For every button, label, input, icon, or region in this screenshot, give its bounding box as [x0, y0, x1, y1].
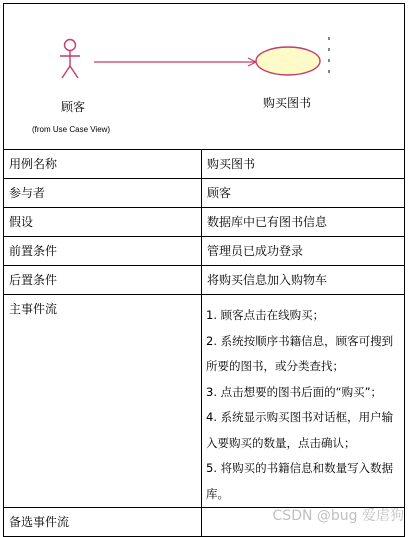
row-main-flow [4, 295, 405, 508]
row-value: 顾客 [207, 186, 232, 200]
row-precondition [4, 237, 405, 266]
row-label: 前置条件 [9, 244, 58, 258]
main-flow-steps [202, 295, 404, 507]
row-actor [4, 179, 405, 208]
row-label: 后置条件 [9, 273, 58, 287]
row-value: 管理员已成功登录 [207, 244, 304, 258]
flow-step: 2. 系统按顺序书籍信息，顾客可搜到所要的图书，或分类查找； [206, 333, 394, 373]
watermark: CSDN @bug 爱虐狗 [272, 508, 404, 524]
actor-label: 顾客 [61, 100, 86, 114]
flow-step: 5. 将购买的书籍信息和数量写入数据库。 [206, 461, 394, 501]
row-label: 参与者 [9, 186, 46, 200]
usecase-ellipse [256, 47, 320, 75]
row-label: 假设 [9, 215, 34, 229]
row-label: 主事件流 [9, 302, 58, 316]
row-use-case-name [4, 150, 405, 179]
actor-icon [60, 40, 80, 79]
flow-step: 3. 点击想要的图书后面的“购买”； [206, 384, 383, 399]
association-arrow [94, 58, 256, 66]
row-postcondition [4, 266, 405, 295]
row-value: 将购买信息加入购物车 [207, 273, 328, 287]
use-case-table [3, 3, 405, 537]
actor-note: (from Use Case View) [32, 125, 111, 134]
row-value: 购买图书 [207, 157, 256, 171]
usecase-label: 购买图书 [263, 96, 312, 110]
use-case-diagram [4, 4, 405, 150]
row-assumption [4, 208, 405, 237]
flow-step: 1. 顾客点击在线购买； [206, 308, 325, 322]
row-label: 备选事件流 [9, 515, 70, 529]
row-label: 用例名称 [9, 157, 58, 171]
row-value: 数据库中已有图书信息 [207, 215, 328, 229]
flow-step: 4. 系统显示购买图书对话框，用户输入要购买的数量，点击确认； [206, 410, 394, 450]
